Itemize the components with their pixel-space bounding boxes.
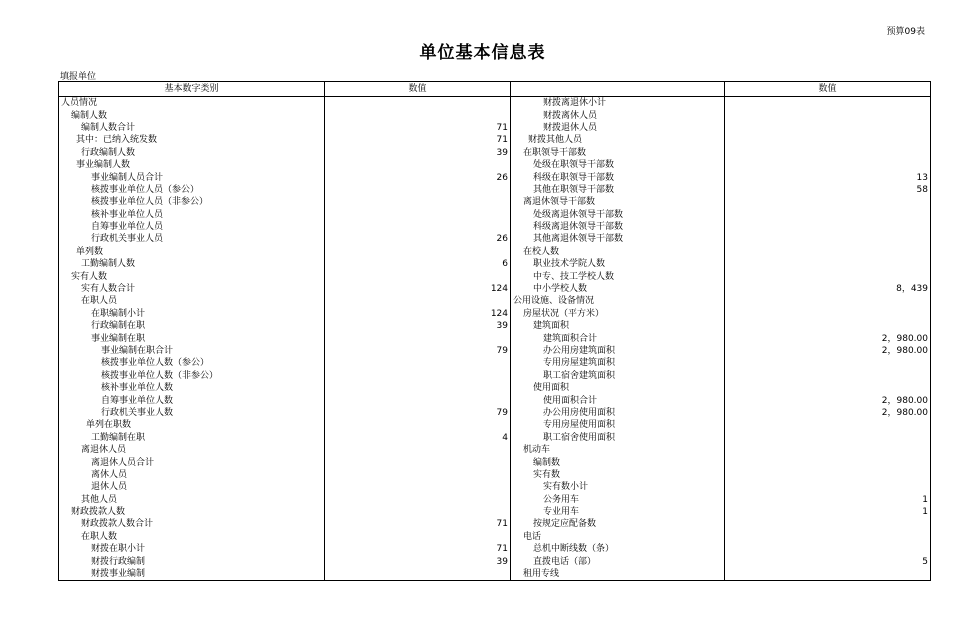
- value-left: [325, 97, 511, 110]
- value-right: 13: [725, 171, 931, 183]
- value-left: [325, 568, 511, 581]
- value-left: 71: [325, 518, 511, 530]
- table-row: [59, 320, 931, 332]
- table-row: [59, 184, 931, 196]
- value-left: [325, 221, 511, 233]
- value-left: 71: [325, 543, 511, 555]
- category-left: 离退休人员: [59, 444, 325, 456]
- value-left: [325, 456, 511, 468]
- category-left: 自筹事业单位人员: [59, 221, 325, 233]
- category-left: 人员情况: [59, 97, 325, 110]
- table-row: [59, 345, 931, 357]
- category-right: 在职领导干部数: [511, 147, 725, 159]
- form-code: 预算09表: [886, 27, 925, 37]
- category-left: 核补事业单位人员: [59, 209, 325, 221]
- table-row: [59, 494, 931, 506]
- category-left: 实有人数合计: [59, 283, 325, 295]
- value-right: 1: [725, 494, 931, 506]
- category-left: 事业编制在职: [59, 332, 325, 344]
- value-left: [325, 494, 511, 506]
- value-right: [725, 481, 931, 493]
- value-right: [725, 382, 931, 394]
- table-row: [59, 97, 931, 110]
- value-right: [725, 444, 931, 456]
- value-left: [325, 481, 511, 493]
- table-row: [59, 543, 931, 555]
- category-left: 核拨事业单位人员（非参公）: [59, 196, 325, 208]
- value-right: [725, 196, 931, 208]
- table-body: [59, 97, 931, 581]
- category-right: 处级离退休领导干部数: [511, 209, 725, 221]
- table-row: [59, 370, 931, 382]
- value-left: 39: [325, 320, 511, 332]
- value-left: [325, 332, 511, 344]
- value-right: [725, 109, 931, 121]
- table-row: [59, 109, 931, 121]
- category-right: 实有数: [511, 469, 725, 481]
- category-left: 行政机关事业人数: [59, 407, 325, 419]
- value-right: [725, 531, 931, 543]
- header-category: 基本数字类别: [59, 82, 325, 97]
- table-row: [59, 407, 931, 419]
- category-left: 其中：已纳入统发数: [59, 134, 325, 146]
- category-right: 编制数: [511, 456, 725, 468]
- category-right: 财拨退休人员: [511, 122, 725, 134]
- value-right: [725, 518, 931, 530]
- value-left: [325, 531, 511, 543]
- value-left: [325, 469, 511, 481]
- value-right: 2，980.00: [725, 345, 931, 357]
- category-left: 财拨行政编制: [59, 555, 325, 567]
- category-right: 公用设施、设备情况: [511, 295, 725, 307]
- table-header-row: [59, 82, 931, 97]
- category-right: 职工宿舍建筑面积: [511, 370, 725, 382]
- value-right: 2，980.00: [725, 332, 931, 344]
- category-left: 工勤编制在职: [59, 432, 325, 444]
- value-right: [725, 308, 931, 320]
- category-left: 其他人员: [59, 494, 325, 506]
- value-left: [325, 444, 511, 456]
- table-row: [59, 531, 931, 543]
- value-left: [325, 184, 511, 196]
- value-right: 2，980.00: [725, 394, 931, 406]
- category-left: 工勤编制人数: [59, 258, 325, 270]
- category-right: 办公用房建筑面积: [511, 345, 725, 357]
- category-right: 专用房屋使用面积: [511, 419, 725, 431]
- category-left: 编制人数: [59, 109, 325, 121]
- category-left: 核补事业单位人数: [59, 382, 325, 394]
- value-left: 39: [325, 555, 511, 567]
- category-left: 行政编制人数: [59, 147, 325, 159]
- table-row: [59, 432, 931, 444]
- category-right: 职业技术学院人数: [511, 258, 725, 270]
- table-row: [59, 308, 931, 320]
- category-right: 总机中断线数（条）: [511, 543, 725, 555]
- category-left: 事业编制在职合计: [59, 345, 325, 357]
- category-right: 处级在职领导干部数: [511, 159, 725, 171]
- category-left: 离退休人员合计: [59, 456, 325, 468]
- value-left: [325, 209, 511, 221]
- category-right: 财拨离休人员: [511, 109, 725, 121]
- value-right: [725, 97, 931, 110]
- value-right: [725, 370, 931, 382]
- value-right: [725, 270, 931, 282]
- category-right: 中专、技工学校人数: [511, 270, 725, 282]
- value-right: 2，980.00: [725, 407, 931, 419]
- value-right: [725, 122, 931, 134]
- category-right: 其他在职领导干部数: [511, 184, 725, 196]
- value-left: [325, 357, 511, 369]
- value-left: 71: [325, 134, 511, 146]
- value-left: [325, 270, 511, 282]
- value-right: [725, 233, 931, 245]
- table-row: [59, 270, 931, 282]
- value-right: 8，439: [725, 283, 931, 295]
- value-right: [725, 246, 931, 258]
- category-right: 专用房屋建筑面积: [511, 357, 725, 369]
- category-left: 行政编制在职: [59, 320, 325, 332]
- category-right: 使用面积: [511, 382, 725, 394]
- category-left: 在职人员: [59, 295, 325, 307]
- category-left: 离休人员: [59, 469, 325, 481]
- fill-unit-label: 填报单位: [60, 72, 97, 82]
- category-left: 事业编制人员合计: [59, 171, 325, 183]
- value-left: 124: [325, 308, 511, 320]
- category-right: 建筑面积合计: [511, 332, 725, 344]
- category-right: 专业用车: [511, 506, 725, 518]
- table-row: [59, 233, 931, 245]
- value-left: 124: [325, 283, 511, 295]
- value-right: [725, 419, 931, 431]
- table-row: [59, 295, 931, 307]
- value-right: [725, 456, 931, 468]
- value-right: [725, 432, 931, 444]
- value-left: 26: [325, 233, 511, 245]
- category-right: 建筑面积: [511, 320, 725, 332]
- value-right: 58: [725, 184, 931, 196]
- table-row: [59, 382, 931, 394]
- unit-info-table: [58, 81, 931, 581]
- table-row: [59, 134, 931, 146]
- value-right: [725, 469, 931, 481]
- category-left: 实有人数: [59, 270, 325, 282]
- category-right: 科级在职领导干部数: [511, 171, 725, 183]
- category-right: 房屋状况（平方米）: [511, 308, 725, 320]
- category-right: 在校人数: [511, 246, 725, 258]
- value-left: 79: [325, 345, 511, 357]
- category-left: 行政机关事业人员: [59, 233, 325, 245]
- category-right: 实有数小计: [511, 481, 725, 493]
- table-row: [59, 246, 931, 258]
- value-left: [325, 159, 511, 171]
- category-left: 财政拨款人数: [59, 506, 325, 518]
- value-left: 26: [325, 171, 511, 183]
- header-value-right: 数值: [725, 82, 931, 97]
- category-left: 单列数: [59, 246, 325, 258]
- category-left: 财拨事业编制: [59, 568, 325, 581]
- table-row: [59, 568, 931, 581]
- value-right: [725, 147, 931, 159]
- value-left: [325, 196, 511, 208]
- category-right: 办公用房使用面积: [511, 407, 725, 419]
- value-left: [325, 419, 511, 431]
- table-row: [59, 394, 931, 406]
- category-left: 在职人数: [59, 531, 325, 543]
- table-row: [59, 444, 931, 456]
- category-right: 机动车: [511, 444, 725, 456]
- category-right: 电话: [511, 531, 725, 543]
- value-left: [325, 109, 511, 121]
- header-value-left: 数值: [325, 82, 511, 97]
- category-right: 公务用车: [511, 494, 725, 506]
- category-left: 退休人员: [59, 481, 325, 493]
- table-row: [59, 419, 931, 431]
- page-title: 单位基本信息表: [419, 43, 546, 63]
- table-row: [59, 481, 931, 493]
- value-right: [725, 357, 931, 369]
- value-right: 1: [725, 506, 931, 518]
- category-right: 按规定应配备数: [511, 518, 725, 530]
- category-right: 中小学校人数: [511, 283, 725, 295]
- category-left: 在职编制小计: [59, 308, 325, 320]
- table-row: [59, 196, 931, 208]
- category-right: 职工宿舍使用面积: [511, 432, 725, 444]
- table-row: [59, 283, 931, 295]
- category-left: 单列在职数: [59, 419, 325, 431]
- value-left: [325, 394, 511, 406]
- category-left: 自筹事业单位人数: [59, 394, 325, 406]
- table-row: [59, 357, 931, 369]
- value-right: [725, 209, 931, 221]
- category-left: 财拨在职小计: [59, 543, 325, 555]
- table-row: [59, 555, 931, 567]
- value-left: 71: [325, 122, 511, 134]
- value-right: [725, 568, 931, 581]
- category-left: 财政拨款人数合计: [59, 518, 325, 530]
- value-left: 79: [325, 407, 511, 419]
- category-left: 核拨事业单位人数（参公）: [59, 357, 325, 369]
- category-left: 核拨事业单位人数（非参公）: [59, 370, 325, 382]
- category-right: 直拨电话（部）: [511, 555, 725, 567]
- value-left: [325, 295, 511, 307]
- table-row: [59, 221, 931, 233]
- category-right: 租用专线: [511, 568, 725, 581]
- table-row: [59, 122, 931, 134]
- category-left: 事业编制人数: [59, 159, 325, 171]
- value-right: 5: [725, 555, 931, 567]
- value-left: 39: [325, 147, 511, 159]
- table-row: [59, 258, 931, 270]
- value-left: 6: [325, 258, 511, 270]
- table-row: [59, 469, 931, 481]
- value-right: [725, 134, 931, 146]
- category-left: 核拨事业单位人员（参公）: [59, 184, 325, 196]
- header-category-right: [511, 82, 725, 97]
- category-right: 财拨其他人员: [511, 134, 725, 146]
- category-right: 其他离退休领导干部数: [511, 233, 725, 245]
- table-row: [59, 209, 931, 221]
- table-row: [59, 332, 931, 344]
- category-left: 编制人数合计: [59, 122, 325, 134]
- table-row: [59, 147, 931, 159]
- table-row: [59, 159, 931, 171]
- value-right: [725, 221, 931, 233]
- value-left: [325, 370, 511, 382]
- value-right: [725, 295, 931, 307]
- category-right: 财拨离退休小计: [511, 97, 725, 110]
- table-row: [59, 171, 931, 183]
- value-right: [725, 258, 931, 270]
- table-row: [59, 518, 931, 530]
- value-right: [725, 543, 931, 555]
- category-right: 使用面积合计: [511, 394, 725, 406]
- value-left: [325, 246, 511, 258]
- category-right: 科级离退休领导干部数: [511, 221, 725, 233]
- value-left: 4: [325, 432, 511, 444]
- table-row: [59, 506, 931, 518]
- table-row: [59, 456, 931, 468]
- value-left: [325, 506, 511, 518]
- value-right: [725, 320, 931, 332]
- value-left: [325, 382, 511, 394]
- value-right: [725, 159, 931, 171]
- category-right: 离退休领导干部数: [511, 196, 725, 208]
